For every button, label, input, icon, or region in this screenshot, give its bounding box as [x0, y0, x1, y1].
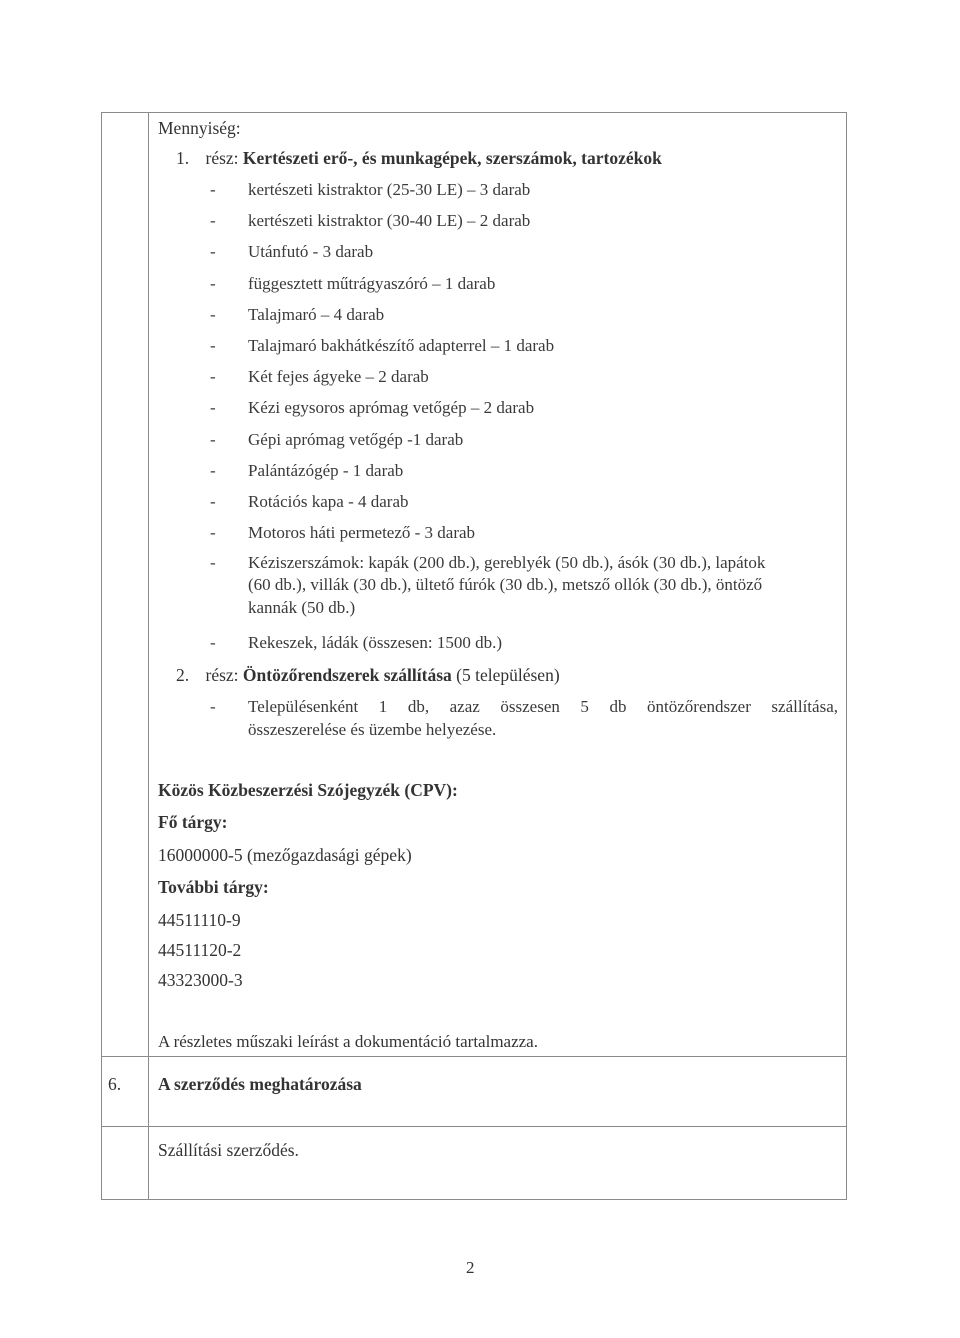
part1-number: 1. — [176, 148, 190, 168]
cpv-code-2: 44511120-2 — [158, 940, 242, 960]
tools-line-2: (60 db.), villák (30 db.), ültető fúrók (30 db.), metsző ollók (30 db.), öntöző — [248, 575, 763, 594]
section-6-title: A szerződés meghatározása — [158, 1074, 362, 1094]
list-dash: - — [210, 242, 216, 261]
part2-title-suffix: (5 településen) — [456, 665, 560, 685]
table-right-border — [846, 112, 847, 1200]
list-item-text: Gépi aprómag vetőgép -1 darab — [248, 430, 464, 449]
table-bottom-border — [101, 1199, 847, 1200]
section-6-content: Szállítási szerződés. — [158, 1140, 299, 1160]
list-dash: - — [210, 492, 216, 511]
part1-label: rész: — [205, 148, 239, 168]
part2-number: 2. — [176, 665, 190, 685]
list-dash: - — [210, 398, 216, 417]
list-item-text: kertészeti kistraktor (30-40 LE) – 2 darab — [248, 211, 531, 230]
list-item-text: Motoros háti permetező - 3 darab — [248, 523, 476, 542]
table-left-border — [101, 112, 102, 1200]
quantity-heading: Mennyiség: — [158, 118, 241, 138]
cpv-code-1: 44511110-9 — [158, 910, 241, 930]
table-row-divider-1 — [101, 1056, 847, 1057]
list-item-text: kertészeti kistraktor (25-30 LE) – 3 darab — [248, 180, 531, 199]
description-note: A részletes műszaki leírást a dokumentáció tartalmazza. — [158, 1032, 538, 1051]
cpv-code-3: 43323000-3 — [158, 970, 243, 990]
list-item-text: Rotációs kapa - 4 darab — [248, 492, 409, 511]
cpv-additional-label: További tárgy: — [158, 877, 269, 897]
list-dash: - — [210, 336, 216, 355]
list-dash: - — [210, 553, 216, 572]
list-dash: - — [210, 211, 216, 230]
part2-line-1: Településenként 1 db, azaz összesen 5 db öntözőrendszer szállítása, — [248, 697, 838, 716]
list-item-text: Utánfutó - 3 darab — [248, 242, 374, 261]
list-dash: - — [210, 461, 216, 480]
list-dash: - — [210, 697, 216, 716]
list-dash: - — [210, 523, 216, 542]
part2-label: rész: — [205, 665, 239, 685]
cpv-main-label: Fő tárgy: — [158, 812, 228, 832]
section-6-number: 6. — [108, 1074, 122, 1094]
list-dash: - — [210, 633, 216, 652]
part2-heading — [176, 665, 560, 686]
list-dash: - — [210, 305, 216, 324]
table-column-divider — [148, 112, 149, 1200]
part1-heading — [176, 148, 662, 169]
list-item-text: függesztett műtrágyaszóró – 1 darab — [248, 274, 496, 293]
part2-title: Öntözőrendszerek szállítása — [242, 665, 452, 685]
cpv-heading: Közös Közbeszerzési Szójegyzék (CPV): — [158, 780, 458, 800]
part1-title: Kertészeti erő-, és munkagépek, szerszámok, tartozékok — [242, 148, 662, 168]
table-top-border — [101, 112, 847, 113]
list-dash: - — [210, 430, 216, 449]
list-item-text: Talajmaró – 4 darab — [248, 305, 385, 324]
list-item-text: Palántázógép - 1 darab — [248, 461, 404, 480]
list-item-text: Talajmaró bakhátkészítő adapterrel – 1 darab — [248, 336, 555, 355]
list-dash: - — [210, 367, 216, 386]
cpv-main-code: 16000000-5 (mezőgazdasági gépek) — [158, 845, 412, 865]
page-number: 2 — [466, 1258, 475, 1277]
list-dash: - — [210, 180, 216, 199]
tools-line-1: Kéziszerszámok: kapák (200 db.), gereblyék (50 db.), ásók (30 db.), lapátok — [248, 553, 766, 572]
list-item-text: Kézi egysoros aprómag vetőgép – 2 darab — [248, 398, 535, 417]
table-row-divider-2 — [101, 1126, 847, 1127]
list-item-text: Rekeszek, ládák (összesen: 1500 db.) — [248, 633, 502, 652]
tools-line-3: kannák (50 db.) — [248, 598, 356, 617]
list-item-text: Két fejes ágyeke – 2 darab — [248, 367, 429, 386]
part2-line-2: összeszerelése és üzembe helyezése. — [248, 720, 497, 739]
list-dash: - — [210, 274, 216, 293]
